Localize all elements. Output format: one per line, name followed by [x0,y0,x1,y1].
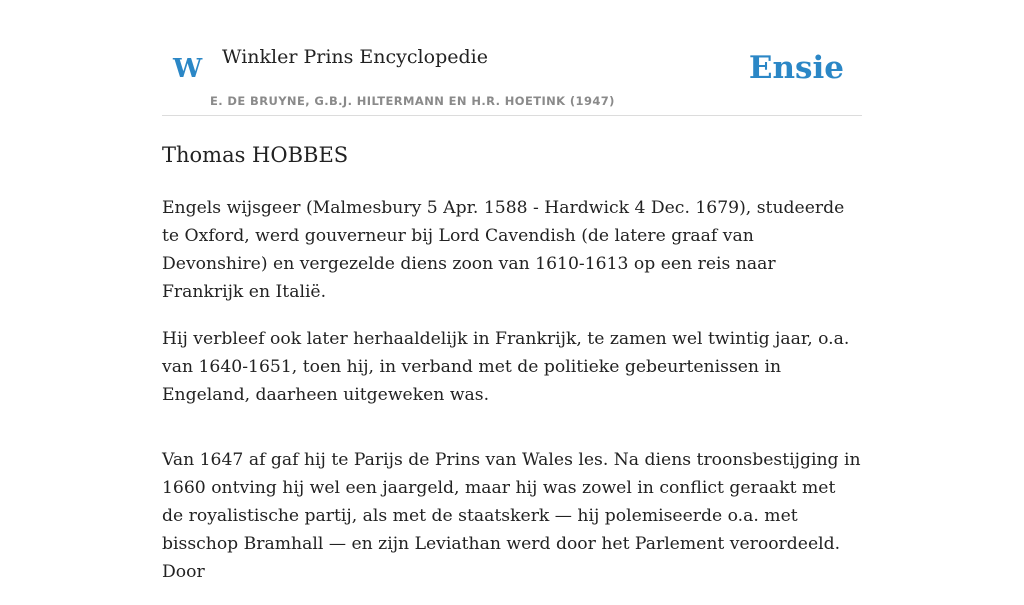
publication-logo-icon[interactable]: W [173,54,203,84]
publication-title[interactable]: Winkler Prins Encyclopedie [222,46,488,68]
ensie-logo-link[interactable]: Ensie [748,50,844,86]
article-title: Thomas HOBBES [162,143,349,167]
article-paragraph-3: Van 1647 af gaf hij te Parijs de Prins van Wales les. Na diens troonsbestijging in 1660 ontving hij wel een jaargeld, maar hij was zowel in conflict geraakt met de royalistische partij, als met de staatskerk — hij polemiseerde o.a. met bisschop Bramhall — en zijn Leviathan werd door het Parlement veroordeeld. Door [162,450,861,582]
site-header [162,40,862,116]
publication-authors: E. DE BRUYNE, G.B.J. HILTERMANN EN H.R. HOETINK (1947) [210,94,615,108]
article-body [162,138,862,605]
article-paragraph-1: Engels wijsgeer (Malmesbury 5 Apr. 1588 - Hardwick 4 Dec. 1679), studeerde te Oxford, werd gouverneur bij Lord Cavendish (de latere graaf van Devonshire) en vergezelde diens zoon van 1610-1613 op een reis naar Frankrijk en Italië. [162,198,845,302]
article-paragraph-2: Hij verbleef ook later herhaaldelijk in Frankrijk, te zamen wel twintig jaar, o.a. van 1640-1651, toen hij, in verband met de politieke gebeurtenissen in Engeland, daarheen uitgeweken was. [162,329,850,405]
